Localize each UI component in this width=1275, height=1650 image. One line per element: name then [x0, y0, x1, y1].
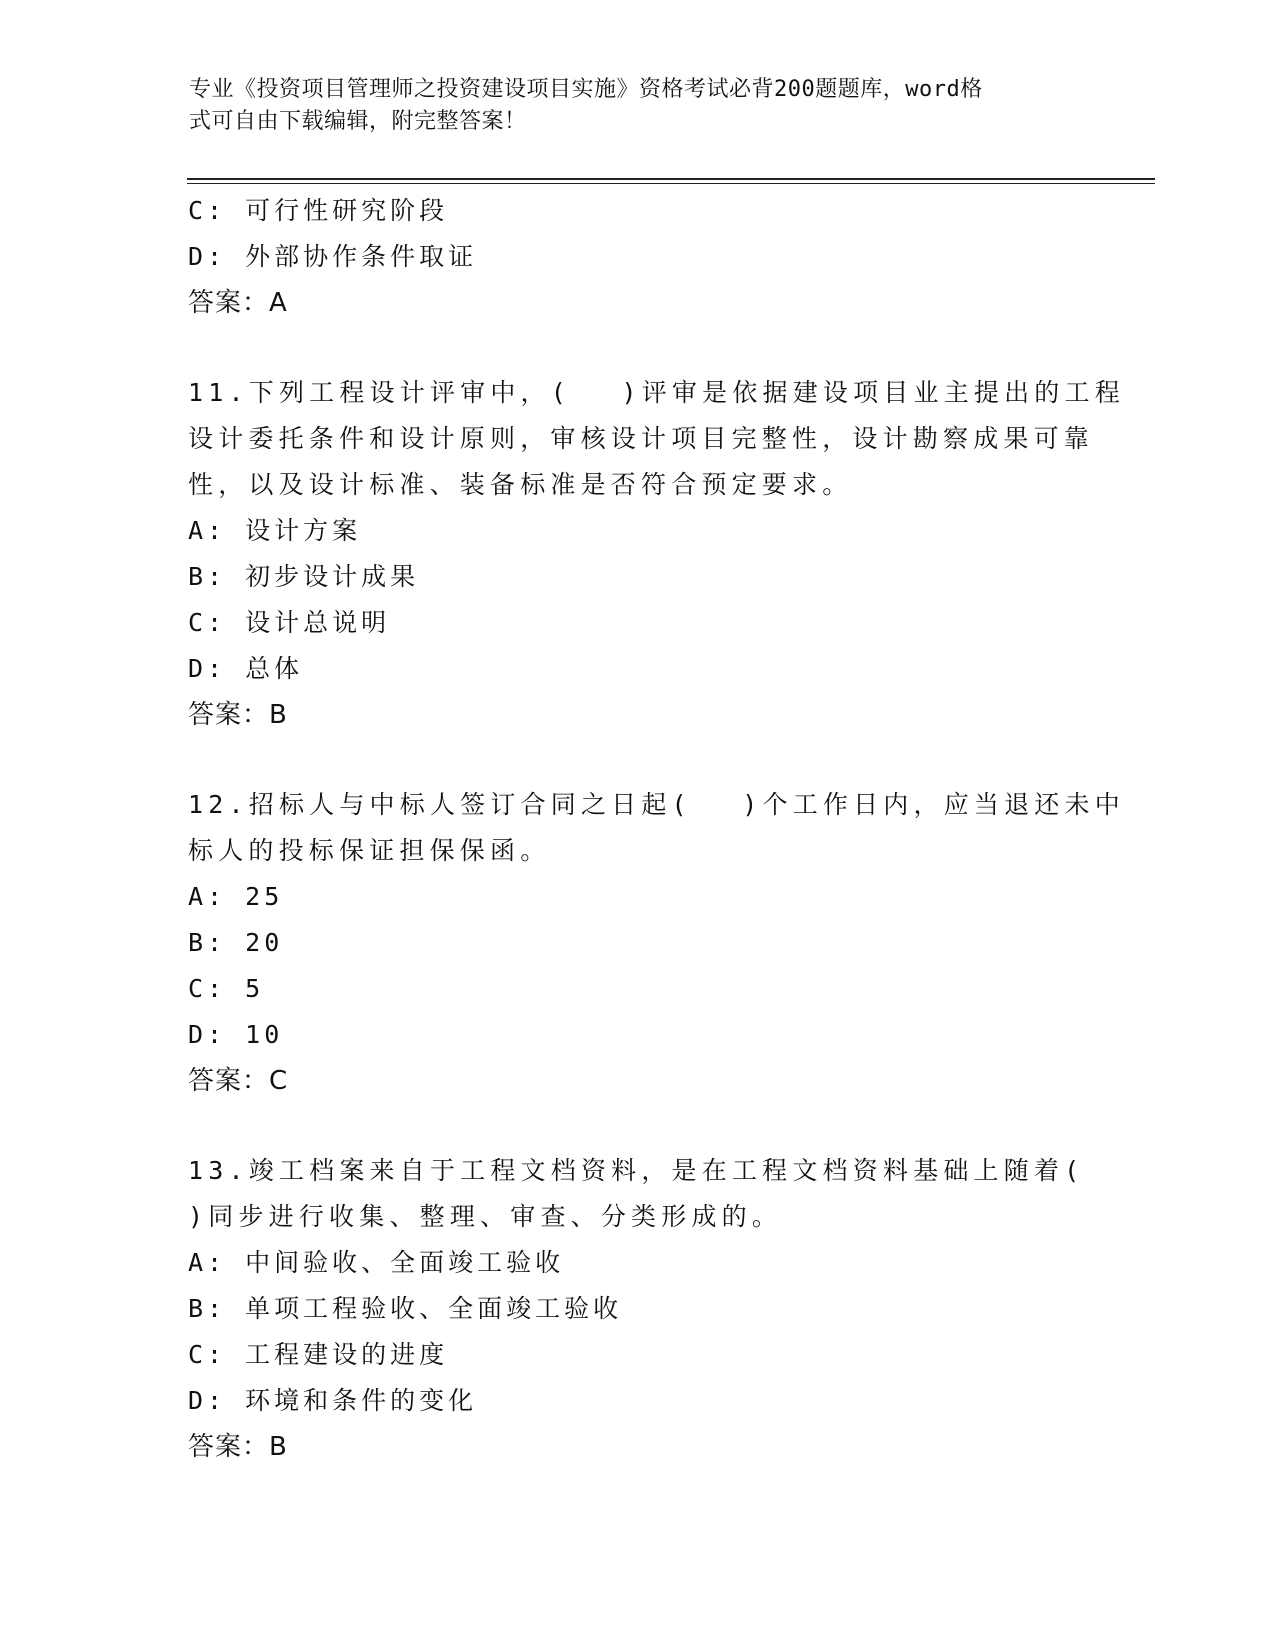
option-c: C: 5: [188, 974, 265, 1003]
option-d: D: 10: [188, 1020, 284, 1049]
document-body: [188, 188, 1125, 1470]
header-divider-thick: [187, 178, 1155, 180]
question-text-line: )同步进行收集、整理、审查、分类形成的。: [188, 1202, 783, 1231]
spacer: [188, 326, 1088, 370]
question-text-line: 13.竣工档案来自于工程文档资料，是在工程文档资料基础上随着(: [188, 1156, 1085, 1185]
question-12: [188, 782, 1125, 1104]
question-11: [188, 370, 1125, 738]
question-text-line: 12.招标人与中标人签订合同之日起( )个工作日内，应当退还未中: [188, 790, 1125, 819]
document-header: [189, 74, 1074, 138]
spacer: [188, 738, 1088, 782]
answer-line: 答案：B: [188, 1432, 288, 1462]
option-b: B: 20: [188, 928, 284, 957]
question-text: [188, 782, 1125, 874]
option-b: B: 初步设计成果: [188, 562, 420, 591]
question-text-line: 标人的投标保证担保保函。: [188, 836, 551, 865]
option-c: C: 可行性研究阶段: [188, 196, 449, 225]
question-carryover: [188, 188, 1088, 326]
question-13: [188, 1148, 1088, 1470]
option-d: D: 外部协作条件取证: [188, 242, 478, 271]
option-a: A: 25: [188, 882, 284, 911]
question-text-line: 性，以及设计标准、装备标准是否符合预定要求。: [188, 470, 853, 499]
header-line-2: 式可自由下载编辑，附完整答案！: [189, 109, 527, 134]
question-text: [188, 1148, 1088, 1240]
option-c: C: 设计总说明: [188, 608, 391, 637]
option-a: A: 中间验收、全面竣工验收: [188, 1248, 565, 1277]
answer-line: 答案：A: [188, 288, 288, 318]
spacer: [188, 1104, 1088, 1148]
answer-line: 答案：B: [188, 700, 288, 730]
question-text-line: 设计委托条件和设计原则，审核设计项目完整性，设计勘察成果可靠: [188, 424, 1095, 453]
question-text: [188, 370, 1125, 508]
option-d: D: 环境和条件的变化: [188, 1386, 478, 1415]
option-d: D: 总体: [188, 654, 304, 683]
option-c: C: 工程建设的进度: [188, 1340, 449, 1369]
header-line-1: 专业《投资项目管理师之投资建设项目实施》资格考试必背200题题库，word格: [189, 77, 983, 102]
header-divider-thin: [187, 183, 1155, 184]
question-text-line: 11.下列工程设计评审中，( )评审是依据建设项目业主提出的工程: [188, 378, 1125, 407]
answer-line: 答案：C: [188, 1066, 289, 1096]
option-b: B: 单项工程验收、全面竣工验收: [188, 1294, 623, 1323]
option-a: A: 设计方案: [188, 516, 362, 545]
